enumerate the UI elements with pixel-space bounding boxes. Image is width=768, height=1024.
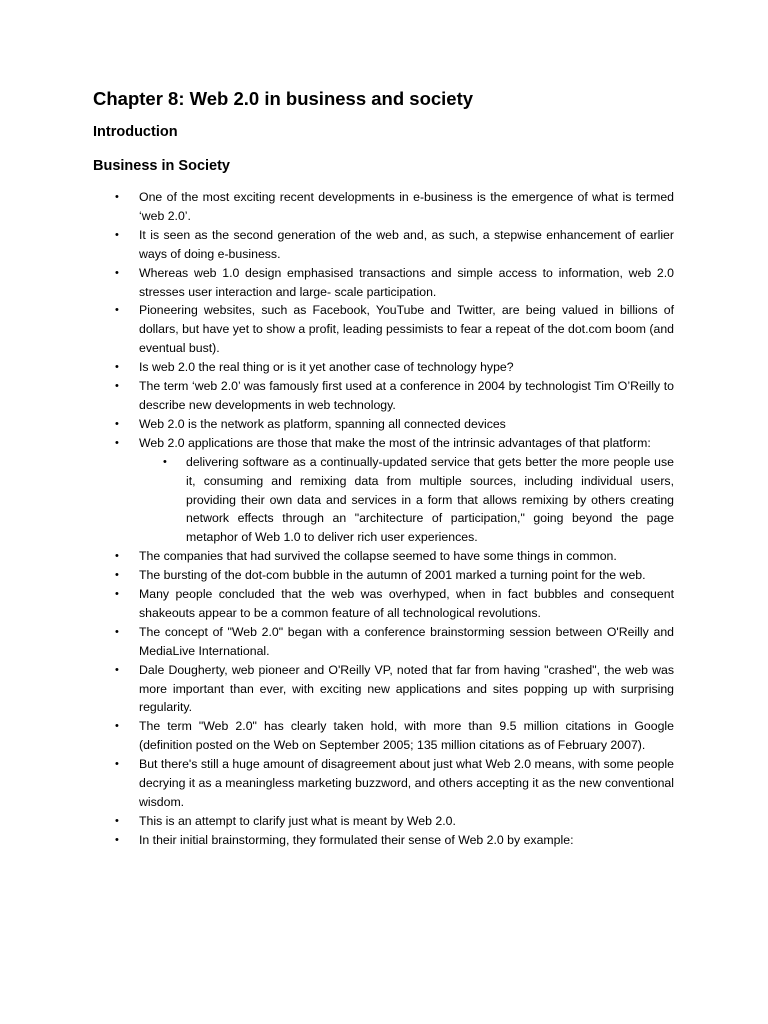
list-item xyxy=(115,547,674,566)
bullet-icon: • xyxy=(115,758,119,771)
list-item xyxy=(115,661,674,718)
list-item-text: One of the most exciting recent developments in e-business is the emergence of what is termed ‘web 2.0’. xyxy=(139,190,674,223)
list-item-text: Many people concluded that the web was overhyped, when in fact bubbles and consequent shakeouts appear to be a common feature of all technological revolutions. xyxy=(139,587,674,620)
section-heading-introduction: Introduction xyxy=(93,124,178,140)
bullet-icon: • xyxy=(115,814,119,827)
bullet-icon: • xyxy=(115,833,119,846)
bullet-icon: • xyxy=(115,191,119,203)
list-item xyxy=(115,717,674,755)
list-item xyxy=(115,434,674,547)
list-item xyxy=(115,264,674,302)
list-item xyxy=(115,377,674,415)
bullet-icon: • xyxy=(115,663,119,676)
list-item xyxy=(115,831,674,850)
list-item xyxy=(115,301,674,358)
section-heading-business-in-society: Business in Society xyxy=(93,158,230,174)
document-content xyxy=(93,86,674,850)
bullet-icon: • xyxy=(115,625,119,638)
list-item-text: The bursting of the dot-com bubble in the autumn of 2001 marked a turning point for the web. xyxy=(139,568,646,583)
list-item xyxy=(115,623,674,661)
list-item xyxy=(115,188,674,226)
bullet-icon: • xyxy=(115,361,119,374)
list-item-text: Web 2.0 applications are those that make the most of the intrinsic advantages of that platform: xyxy=(139,435,651,450)
list-item xyxy=(115,226,674,264)
list-item xyxy=(115,585,674,623)
list-item-text: Pioneering websites, such as Facebook, YouTube and Twitter, are being valued in billions of dollars, but have yet to show a profit, leading pessimists to fear a repeat of the dot.com boom (and eventual bust). xyxy=(139,303,674,356)
bullet-icon: • xyxy=(163,455,167,468)
sub-list-item xyxy=(163,453,674,548)
bullet-icon: • xyxy=(115,588,119,601)
list-item xyxy=(115,566,674,585)
list-item-text: It is seen as the second generation of the web and, as such, a stepwise enhancement of earlier ways of doing e-business. xyxy=(139,227,674,261)
sub-bullet-list xyxy=(139,453,674,548)
list-item xyxy=(115,415,674,434)
bullet-icon: • xyxy=(115,417,119,430)
list-item xyxy=(115,755,674,812)
bullet-icon: • xyxy=(115,720,119,733)
list-item xyxy=(115,358,674,377)
list-item-text: This is an attempt to clarify just what is meant by Web 2.0. xyxy=(139,813,456,828)
list-item-text: The term "Web 2.0" has clearly taken hold, with more than 9.5 million citations in Google (definition posted on the Web on September 2005; 135 million citations as of February 2007). xyxy=(139,719,674,753)
chapter-title: Chapter 8: Web 2.0 in business and society xyxy=(93,88,474,109)
bullet-icon: • xyxy=(115,569,119,582)
list-item xyxy=(115,812,674,831)
list-item-text: The term ‘web 2.0’ was famously first used at a conference in 2004 by technologist Tim O’Reilly to describe new developments in web technology. xyxy=(139,379,674,412)
list-item-text: Dale Dougherty, web pioneer and O'Reilly VP, noted that far from having "crashed", the web was more important than ever, with exciting new applications and sites popping up with surprising regularity. xyxy=(139,662,674,715)
bullet-icon: • xyxy=(115,550,119,563)
bullet-list xyxy=(93,188,674,850)
bullet-icon: • xyxy=(115,380,119,393)
list-item-text: Is web 2.0 the real thing or is it yet another case of technology hype? xyxy=(139,360,514,375)
list-item-text: Web 2.0 is the network as platform, spanning all connected devices xyxy=(139,416,506,431)
bullet-icon: • xyxy=(115,228,119,241)
bullet-icon: • xyxy=(115,304,119,317)
bullet-icon: • xyxy=(115,266,119,279)
bullet-icon: • xyxy=(115,436,119,449)
list-item-text: But there's still a huge amount of disagreement about just what Web 2.0 means, with some people decrying it as a meaningless marketing buzzword, and others accepting it as the new conventional wisdom. xyxy=(139,757,674,809)
list-item-text: The companies that had survived the collapse seemed to have some things in common. xyxy=(139,549,617,564)
list-item-text: In their initial brainstorming, they formulated their sense of Web 2.0 by example: xyxy=(139,832,574,847)
sub-list-item-text: delivering software as a continually-updated service that gets better the more people use it, consuming and remixing data from multiple sources, including individual users, providing their own data and services in a form that allows remixing by others creating network effects through an "architecture of participation," going beyond the page metaphor of Web 1.0 to deliver rich user experiences. xyxy=(186,454,674,545)
list-item-text: The concept of "Web 2.0" began with a conference brainstorming session between O'Reilly and MediaLive International. xyxy=(139,624,674,658)
list-item-text: Whereas web 1.0 design emphasised transactions and simple access to information, web 2.0 stresses user interaction and large- scale participation. xyxy=(139,265,674,299)
